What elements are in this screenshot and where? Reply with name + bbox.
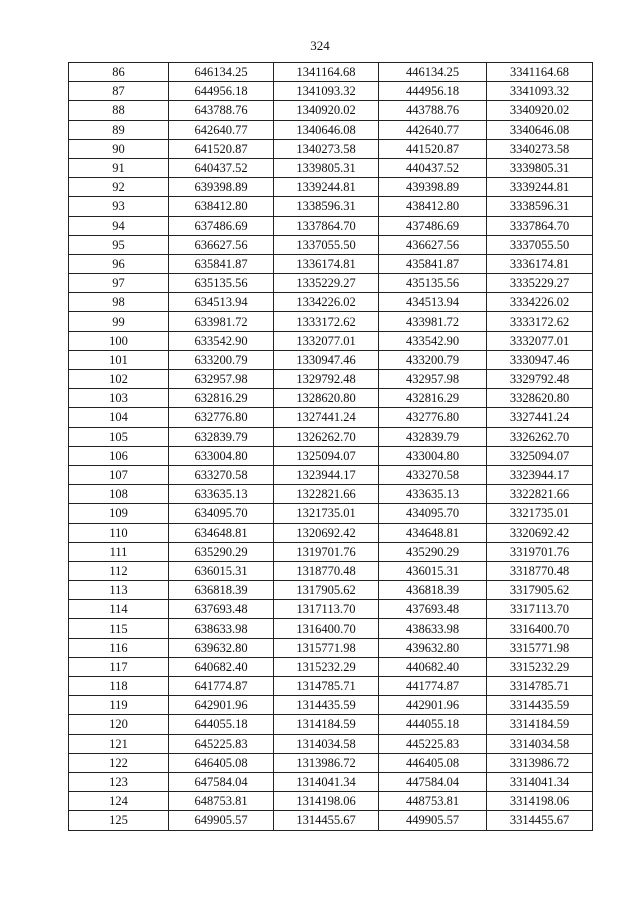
- y2-cell: 3330947.46: [487, 350, 593, 369]
- table-row: [69, 312, 593, 331]
- y1-cell: 1337055.50: [274, 235, 379, 254]
- x2-cell: 432776.80: [379, 408, 487, 427]
- y2-cell: 3338596.31: [487, 197, 593, 216]
- point-number-cell: 124: [69, 792, 169, 811]
- table-row: [69, 772, 593, 791]
- x2-cell: 437486.69: [379, 216, 487, 235]
- y2-cell: 3340273.58: [487, 139, 593, 158]
- point-number-cell: 94: [69, 216, 169, 235]
- x1-cell: 636818.39: [169, 581, 274, 600]
- y2-cell: 3319701.76: [487, 542, 593, 561]
- y2-cell: 3317113.70: [487, 600, 593, 619]
- point-number-cell: 112: [69, 561, 169, 580]
- y2-cell: 3337055.50: [487, 235, 593, 254]
- x1-cell: 644055.18: [169, 715, 274, 734]
- table-row: [69, 542, 593, 561]
- x2-cell: 434513.94: [379, 293, 487, 312]
- table-row: [69, 389, 593, 408]
- y1-cell: 1322821.66: [274, 485, 379, 504]
- table-row: [69, 619, 593, 638]
- table-row: [69, 120, 593, 139]
- table-row: [69, 427, 593, 446]
- table-row: [69, 274, 593, 293]
- table-row: [69, 235, 593, 254]
- point-number-cell: 115: [69, 619, 169, 638]
- x1-cell: 641520.87: [169, 139, 274, 158]
- y1-cell: 1319701.76: [274, 542, 379, 561]
- point-number-cell: 91: [69, 158, 169, 177]
- y2-cell: 3340646.08: [487, 120, 593, 139]
- point-number-cell: 120: [69, 715, 169, 734]
- point-number-cell: 106: [69, 446, 169, 465]
- x2-cell: 432839.79: [379, 427, 487, 446]
- table-row: [69, 523, 593, 542]
- y1-cell: 1341093.32: [274, 82, 379, 101]
- y2-cell: 3340920.02: [487, 101, 593, 120]
- x2-cell: 446134.25: [379, 63, 487, 82]
- x2-cell: 433004.80: [379, 446, 487, 465]
- y1-cell: 1339805.31: [274, 158, 379, 177]
- x2-cell: 433200.79: [379, 350, 487, 369]
- x2-cell: 442640.77: [379, 120, 487, 139]
- x1-cell: 643788.76: [169, 101, 274, 120]
- y1-cell: 1334226.02: [274, 293, 379, 312]
- x1-cell: 644956.18: [169, 82, 274, 101]
- y1-cell: 1314184.59: [274, 715, 379, 734]
- x2-cell: 446405.08: [379, 753, 487, 772]
- point-number-cell: 93: [69, 197, 169, 216]
- point-number-cell: 121: [69, 734, 169, 753]
- y2-cell: 3318770.48: [487, 561, 593, 580]
- point-number-cell: 89: [69, 120, 169, 139]
- table-row: [69, 139, 593, 158]
- x1-cell: 645225.83: [169, 734, 274, 753]
- x1-cell: 635841.87: [169, 254, 274, 273]
- table-row: [69, 331, 593, 350]
- x2-cell: 449905.57: [379, 811, 487, 830]
- y1-cell: 1336174.81: [274, 254, 379, 273]
- y1-cell: 1330947.46: [274, 350, 379, 369]
- x1-cell: 633200.79: [169, 350, 274, 369]
- table-row: [69, 561, 593, 580]
- table-row: [69, 101, 593, 120]
- point-number-cell: 87: [69, 82, 169, 101]
- y2-cell: 3317905.62: [487, 581, 593, 600]
- y1-cell: 1338596.31: [274, 197, 379, 216]
- x1-cell: 633635.13: [169, 485, 274, 504]
- point-number-cell: 118: [69, 677, 169, 696]
- y1-cell: 1326262.70: [274, 427, 379, 446]
- y2-cell: 3314034.58: [487, 734, 593, 753]
- table-row: [69, 254, 593, 273]
- y1-cell: 1317905.62: [274, 581, 379, 600]
- point-number-cell: 105: [69, 427, 169, 446]
- x1-cell: 646134.25: [169, 63, 274, 82]
- table-row: [69, 408, 593, 427]
- x2-cell: 441520.87: [379, 139, 487, 158]
- y2-cell: 3329792.48: [487, 370, 593, 389]
- x1-cell: 647584.04: [169, 772, 274, 791]
- x2-cell: 444956.18: [379, 82, 487, 101]
- x1-cell: 633542.90: [169, 331, 274, 350]
- y1-cell: 1314034.58: [274, 734, 379, 753]
- point-number-cell: 107: [69, 465, 169, 484]
- y1-cell: 1327441.24: [274, 408, 379, 427]
- y1-cell: 1320692.42: [274, 523, 379, 542]
- table-row: [69, 504, 593, 523]
- x2-cell: 435290.29: [379, 542, 487, 561]
- x1-cell: 648753.81: [169, 792, 274, 811]
- table-row: [69, 293, 593, 312]
- y1-cell: 1313986.72: [274, 753, 379, 772]
- x2-cell: 444055.18: [379, 715, 487, 734]
- point-number-cell: 90: [69, 139, 169, 158]
- table-row: [69, 465, 593, 484]
- x1-cell: 639398.89: [169, 178, 274, 197]
- y2-cell: 3314455.67: [487, 811, 593, 830]
- y1-cell: 1325094.07: [274, 446, 379, 465]
- y1-cell: 1314435.59: [274, 696, 379, 715]
- x1-cell: 640682.40: [169, 657, 274, 676]
- y2-cell: 3321735.01: [487, 504, 593, 523]
- point-number-cell: 98: [69, 293, 169, 312]
- x2-cell: 435135.56: [379, 274, 487, 293]
- table-row: [69, 178, 593, 197]
- point-number-cell: 86: [69, 63, 169, 82]
- table-row: [69, 753, 593, 772]
- x2-cell: 433542.90: [379, 331, 487, 350]
- page-number: 324: [310, 38, 330, 53]
- y2-cell: 3328620.80: [487, 389, 593, 408]
- point-number-cell: 110: [69, 523, 169, 542]
- y2-cell: 3316400.70: [487, 619, 593, 638]
- x1-cell: 633981.72: [169, 312, 274, 331]
- point-number-cell: 109: [69, 504, 169, 523]
- point-number-cell: 114: [69, 600, 169, 619]
- y2-cell: 3333172.62: [487, 312, 593, 331]
- coordinate-table-body: [69, 63, 593, 831]
- y2-cell: 3314785.71: [487, 677, 593, 696]
- y1-cell: 1341164.68: [274, 63, 379, 82]
- x1-cell: 635135.56: [169, 274, 274, 293]
- point-number-cell: 113: [69, 581, 169, 600]
- point-number-cell: 125: [69, 811, 169, 830]
- point-number-cell: 102: [69, 370, 169, 389]
- x1-cell: 637486.69: [169, 216, 274, 235]
- x1-cell: 641774.87: [169, 677, 274, 696]
- x2-cell: 439632.80: [379, 638, 487, 657]
- y1-cell: 1332077.01: [274, 331, 379, 350]
- x2-cell: 433981.72: [379, 312, 487, 331]
- y1-cell: 1333172.62: [274, 312, 379, 331]
- y1-cell: 1329792.48: [274, 370, 379, 389]
- x2-cell: 447584.04: [379, 772, 487, 791]
- point-number-cell: 123: [69, 772, 169, 791]
- x1-cell: 649905.57: [169, 811, 274, 830]
- x2-cell: 442901.96: [379, 696, 487, 715]
- y1-cell: 1317113.70: [274, 600, 379, 619]
- x2-cell: 436818.39: [379, 581, 487, 600]
- y2-cell: 3335229.27: [487, 274, 593, 293]
- x1-cell: 632839.79: [169, 427, 274, 446]
- x2-cell: 438633.98: [379, 619, 487, 638]
- x1-cell: 636627.56: [169, 235, 274, 254]
- y2-cell: 3341093.32: [487, 82, 593, 101]
- y2-cell: 3339244.81: [487, 178, 593, 197]
- x2-cell: 441774.87: [379, 677, 487, 696]
- y2-cell: 3322821.66: [487, 485, 593, 504]
- x1-cell: 635290.29: [169, 542, 274, 561]
- point-number-cell: 96: [69, 254, 169, 273]
- table-row: [69, 811, 593, 830]
- y2-cell: 3332077.01: [487, 331, 593, 350]
- x2-cell: 435841.87: [379, 254, 487, 273]
- x1-cell: 634513.94: [169, 293, 274, 312]
- table-row: [69, 638, 593, 657]
- y2-cell: 3336174.81: [487, 254, 593, 273]
- table-row: [69, 715, 593, 734]
- x1-cell: 638633.98: [169, 619, 274, 638]
- y2-cell: 3315232.29: [487, 657, 593, 676]
- table-row: [69, 734, 593, 753]
- coordinate-table: [68, 62, 593, 831]
- x1-cell: 639632.80: [169, 638, 274, 657]
- x2-cell: 432816.29: [379, 389, 487, 408]
- x2-cell: 438412.80: [379, 197, 487, 216]
- point-number-cell: 88: [69, 101, 169, 120]
- x2-cell: 434648.81: [379, 523, 487, 542]
- y1-cell: 1315232.29: [274, 657, 379, 676]
- x1-cell: 646405.08: [169, 753, 274, 772]
- y1-cell: 1318770.48: [274, 561, 379, 580]
- table-row: [69, 657, 593, 676]
- y2-cell: 3339805.31: [487, 158, 593, 177]
- x1-cell: 642640.77: [169, 120, 274, 139]
- y1-cell: 1316400.70: [274, 619, 379, 638]
- table-row: [69, 446, 593, 465]
- table-row: [69, 158, 593, 177]
- x1-cell: 632816.29: [169, 389, 274, 408]
- point-number-cell: 117: [69, 657, 169, 676]
- x2-cell: 440437.52: [379, 158, 487, 177]
- y1-cell: 1340273.58: [274, 139, 379, 158]
- point-number-cell: 122: [69, 753, 169, 772]
- y1-cell: 1340646.08: [274, 120, 379, 139]
- table-row: [69, 350, 593, 369]
- x1-cell: 636015.31: [169, 561, 274, 580]
- y1-cell: 1337864.70: [274, 216, 379, 235]
- y1-cell: 1314785.71: [274, 677, 379, 696]
- table-row: [69, 63, 593, 82]
- table-row: [69, 677, 593, 696]
- x1-cell: 633270.58: [169, 465, 274, 484]
- y2-cell: 3320692.42: [487, 523, 593, 542]
- x1-cell: 632957.98: [169, 370, 274, 389]
- x1-cell: 634648.81: [169, 523, 274, 542]
- table-row: [69, 485, 593, 504]
- point-number-cell: 101: [69, 350, 169, 369]
- x2-cell: 434095.70: [379, 504, 487, 523]
- point-number-cell: 103: [69, 389, 169, 408]
- y1-cell: 1314041.34: [274, 772, 379, 791]
- x1-cell: 642901.96: [169, 696, 274, 715]
- table-row: [69, 370, 593, 389]
- x2-cell: 436627.56: [379, 235, 487, 254]
- x2-cell: 448753.81: [379, 792, 487, 811]
- table-row: [69, 216, 593, 235]
- table-row: [69, 197, 593, 216]
- y2-cell: 3325094.07: [487, 446, 593, 465]
- y1-cell: 1314455.67: [274, 811, 379, 830]
- y2-cell: 3314041.34: [487, 772, 593, 791]
- y2-cell: 3323944.17: [487, 465, 593, 484]
- point-number-cell: 99: [69, 312, 169, 331]
- y2-cell: 3327441.24: [487, 408, 593, 427]
- y2-cell: 3315771.98: [487, 638, 593, 657]
- x2-cell: 433635.13: [379, 485, 487, 504]
- x1-cell: 638412.80: [169, 197, 274, 216]
- table-row: [69, 792, 593, 811]
- x1-cell: 632776.80: [169, 408, 274, 427]
- y2-cell: 3326262.70: [487, 427, 593, 446]
- point-number-cell: 119: [69, 696, 169, 715]
- y1-cell: 1335229.27: [274, 274, 379, 293]
- point-number-cell: 97: [69, 274, 169, 293]
- x1-cell: 637693.48: [169, 600, 274, 619]
- table-row: [69, 82, 593, 101]
- point-number-cell: 100: [69, 331, 169, 350]
- x2-cell: 432957.98: [379, 370, 487, 389]
- y1-cell: 1314198.06: [274, 792, 379, 811]
- point-number-cell: 108: [69, 485, 169, 504]
- y2-cell: 3313986.72: [487, 753, 593, 772]
- x2-cell: 443788.76: [379, 101, 487, 120]
- x2-cell: 437693.48: [379, 600, 487, 619]
- table-row: [69, 581, 593, 600]
- y2-cell: 3314435.59: [487, 696, 593, 715]
- x2-cell: 440682.40: [379, 657, 487, 676]
- y1-cell: 1323944.17: [274, 465, 379, 484]
- y2-cell: 3337864.70: [487, 216, 593, 235]
- x1-cell: 633004.80: [169, 446, 274, 465]
- x2-cell: 445225.83: [379, 734, 487, 753]
- y1-cell: 1321735.01: [274, 504, 379, 523]
- x2-cell: 439398.89: [379, 178, 487, 197]
- y2-cell: 3314184.59: [487, 715, 593, 734]
- point-number-cell: 92: [69, 178, 169, 197]
- y1-cell: 1339244.81: [274, 178, 379, 197]
- x2-cell: 436015.31: [379, 561, 487, 580]
- point-number-cell: 111: [69, 542, 169, 561]
- point-number-cell: 95: [69, 235, 169, 254]
- y2-cell: 3314198.06: [487, 792, 593, 811]
- table-row: [69, 696, 593, 715]
- y2-cell: 3341164.68: [487, 63, 593, 82]
- y1-cell: 1315771.98: [274, 638, 379, 657]
- point-number-cell: 104: [69, 408, 169, 427]
- x1-cell: 640437.52: [169, 158, 274, 177]
- point-number-cell: 116: [69, 638, 169, 657]
- x1-cell: 634095.70: [169, 504, 274, 523]
- x2-cell: 433270.58: [379, 465, 487, 484]
- y1-cell: 1340920.02: [274, 101, 379, 120]
- y2-cell: 3334226.02: [487, 293, 593, 312]
- y1-cell: 1328620.80: [274, 389, 379, 408]
- table-row: [69, 600, 593, 619]
